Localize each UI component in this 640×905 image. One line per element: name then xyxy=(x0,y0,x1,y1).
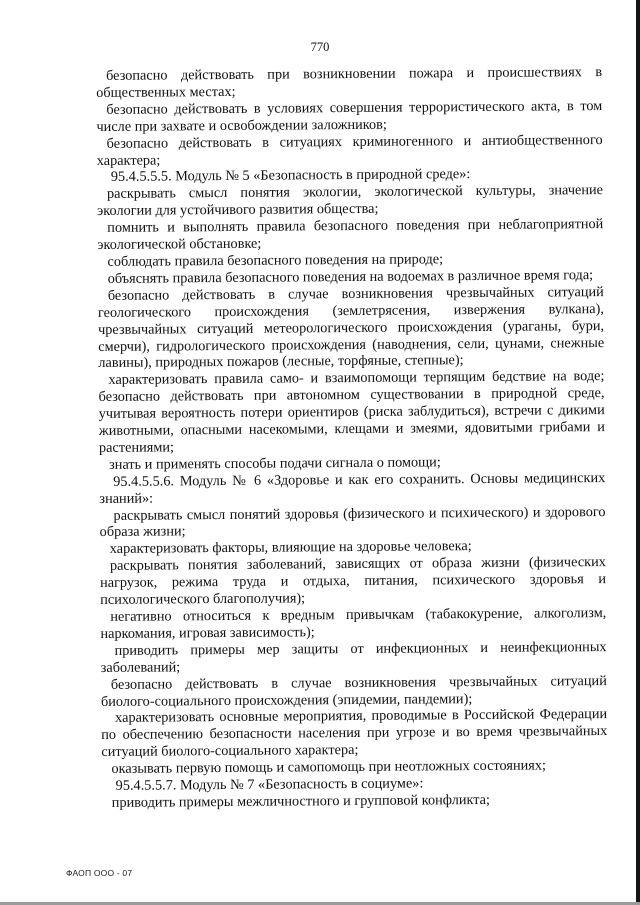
page-number: 770 xyxy=(310,40,330,54)
paragraph: безопасно действовать при возникновении пожара и происшествиях в общественных местах; xyxy=(96,64,603,101)
module-heading: 95.4.5.5.5. Модуль № 5 «Безопасность в природной среде»: xyxy=(110,166,471,186)
paragraph: раскрывать смысл понятия экологии, экологической культуры, значение экологии для устойчивого развития общества; xyxy=(97,182,604,220)
paragraph: помнить и выполнять правила безопасного поведения при неблагоприятной экологической обстановке; xyxy=(97,216,604,254)
paragraph: приводить примеры мер защиты от инфекционных и неинфекционных заболеваний; xyxy=(100,638,607,676)
module-heading: 95.4.5.5.6. Модуль № 6 «Здоровье и как его сохранить. Основы медицинских знаний»: xyxy=(99,469,606,507)
paragraph: знать и применять способы подачи сигнала о помощи; xyxy=(109,454,441,473)
footer-label: ФАОП ООО - 07 xyxy=(66,868,133,878)
paragraph: характеризовать основные мероприятия, проводимые в Российской Федерации по обеспечению безопасности населения при угрозе и во время чрезвычайных ситуаций биолого-социального характера; xyxy=(101,706,608,761)
paragraph: безопасно действовать в случае возникновения чрезвычайных ситуаций геологического происхождения (землетрясения, извержения вулкана), чрезвычайных ситуаций метеорологического происхождения (ураганы, бури, смерчи), гидрологического происхождения (наводнения, сели, цунами, снежные лавины), природных пожаров (лесные, торфяные, степные); xyxy=(97,283,605,372)
paragraph: оказывать первую помощь и самопомощь при неотложных состояниях; xyxy=(111,757,547,778)
paragraph: безопасно действовать в условиях совершения террористического акта, в том числе при захвате и освобождении заложников; xyxy=(96,97,603,135)
paragraph: раскрывать понятия заболеваний, зависящих от образа жизни (физических нагрузок, режима труда и отдыха, питания, психического здоровья и психологического благополучия); xyxy=(99,554,607,609)
paragraph: объяснять правила безопасного поведения на водоемах в различное время года; xyxy=(107,266,594,287)
paragraph: характеризовать правила само- и взаимопомощи терпящим бедствие на воде; безопасно действовать при автономном существовании в природной среде, учитывая вероятность потери ориентиров (риска заблудиться), встречи с дикими животными, опасными насекомыми, клещами и змеями, ядовитыми грибами и растениями; xyxy=(98,368,605,456)
paragraph: безопасно действовать в случае возникновения чрезвычайных ситуаций биолого-социального происхождения (эпидемии, пандемии); xyxy=(100,672,607,710)
scan-edge-right xyxy=(636,0,640,905)
paragraph: соблюдать правила безопасного поведения на природе; xyxy=(107,251,444,270)
paragraph: приводить примеры межличностного и групповой конфликта; xyxy=(111,791,491,811)
module-heading: 95.4.5.5.7. Модуль № 7 «Безопасность в социуме»: xyxy=(115,775,424,794)
paragraph: раскрывать смысл понятий здоровья (физического и психического) и здорового образа жизни; xyxy=(99,503,606,541)
paragraph: характеризовать факторы, влияющие на здоровье человека; xyxy=(109,538,472,558)
paragraph: безопасно действовать в ситуациях криминогенного и антиобщественного характера; xyxy=(96,131,603,169)
page-body xyxy=(96,64,608,812)
paragraph: негативно относиться к вредным привычкам (табакокурение, алкоголизм, наркомания, игровая зависимость); xyxy=(100,605,607,642)
